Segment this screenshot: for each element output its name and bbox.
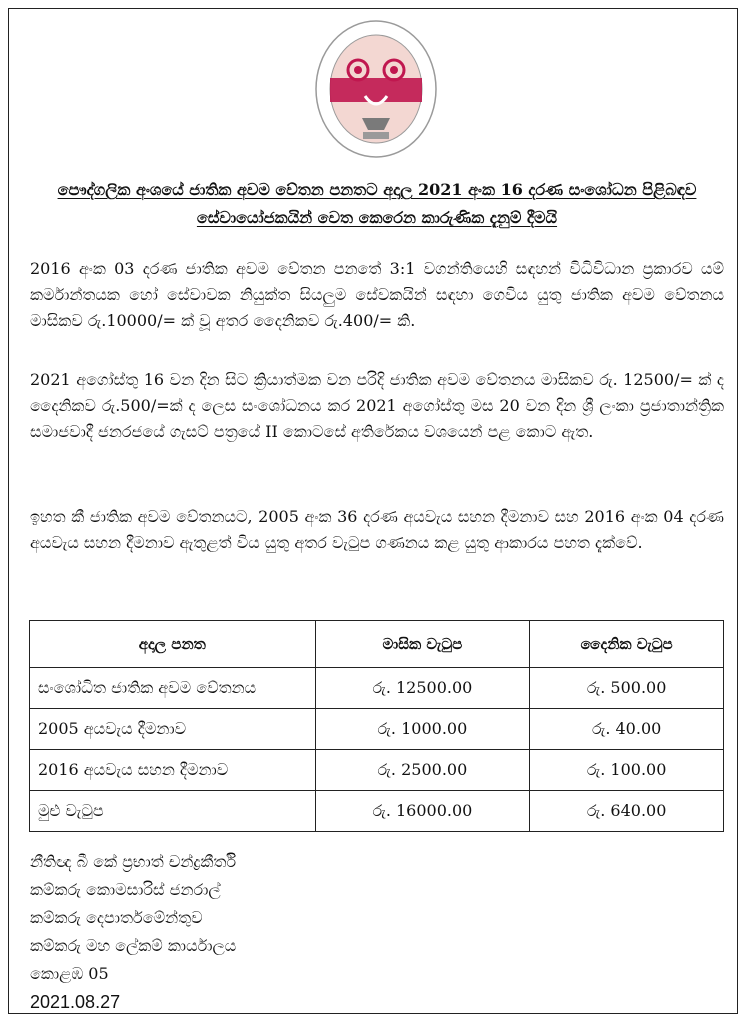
wage-table	[29, 620, 724, 832]
daily-value: රු. 100.00	[530, 750, 724, 791]
row-label: 2005 අයවැය දීමනාව	[30, 709, 316, 750]
header-daily-wage: දෛනික වැටුප	[530, 621, 724, 668]
row-label: මුළු වැටුප	[30, 791, 316, 832]
signatory-name: නීතිඥ බී කේ ප්‍රභාත් චන්ද්‍රකීර්ති	[30, 852, 237, 871]
row-label: සංශෝධිත ජාතික අවම වේතනය	[30, 668, 316, 709]
table-row	[30, 791, 724, 832]
table-row	[30, 750, 724, 791]
signatory-title: කම්කරු කොමසාරිස් ජනරාල්	[30, 880, 221, 899]
header-relevant-act: අදාල පනත	[30, 621, 316, 668]
header-monthly-wage: මාසික වැටුප	[315, 621, 530, 668]
department-of-labour-emblem	[313, 18, 439, 160]
office-name: කම්කරු මහ ලේකම් කාර්යාලය	[30, 936, 237, 955]
table-header-row	[30, 621, 724, 668]
monthly-value: රු. 12500.00	[315, 668, 530, 709]
signature-block	[30, 848, 236, 1016]
table-row	[30, 709, 724, 750]
row-label: 2016 අයවැය සහන දීමනාව	[30, 750, 316, 791]
daily-value: රු. 40.00	[530, 709, 724, 750]
monthly-value: රු. 1000.00	[315, 709, 530, 750]
notice-date: 2021.08.27	[30, 992, 121, 1012]
daily-value: රු. 500.00	[530, 668, 724, 709]
paragraph-revised-wage: 2021 අගෝස්තු 16 වන දින සිට ක්‍රියාත්මක වන පරිදි ජාතික අවම වේතනය මාසිකව රු. 12500/= ක් ද දෛනිකව රු.500/=ක් ද ලෙස සංශෝධනය කර 2021 අගෝස්තු මස 20 වන දින ශ්‍රී ලංකා ප්‍රජාතාන්ත්‍රික සමාජවාදී ජනරජයේ ගැසට් පත්‍රයේ II කොටසේ අතිරේකය වශයෙන් පළ කොට ඇත.	[30, 370, 724, 441]
department-of-labour-logo	[313, 18, 439, 160]
table-row	[30, 668, 724, 709]
department-name: කම්කරු දෙපාර්තමේන්තුව	[30, 908, 203, 927]
paragraph-previous-wage: 2016 අංක 03 දරණ ජාතික අවම වේතන පනතේ 3:1 වගන්තියෙහි සඳහන් විධිවිධාන ප්‍රකාරව යම් කර්මාන්තයක හෝ සේවාවක නියුක්ත සියලුම සේවකයින් සඳහා ගෙවිය යුතු ජාතික අවම වේතනය මාසිකව රු.10000/= ක් වූ අතර දෛනිකව රු.400/= කි.	[30, 259, 724, 330]
monthly-value: රු. 2500.00	[315, 750, 530, 791]
daily-value: රු. 640.00	[530, 791, 724, 832]
office-city: කොළඹ 05	[30, 964, 109, 983]
paragraph-calculation-note: ඉහත කී ජාතික අවම වේතනයට, 2005 අංක 36 දරණ අයවැය සහන දීමනාව සහ 2016 අංක 04 දරණ අයවැය සහන දීමනාව ඇතුළත් විය යුතු අතර වැටුප ගණනය කළ යුතු ආකාරය පහත දැක්වේ.	[30, 507, 724, 552]
notice-title: පෞද්ගලික අංශයේ ජාතික අවම වේතන පනතට අදාල 2021 අංක 16 දරණ සංශෝධන පිළිබඳව සේවායෝජකයින් වෙත කෙරෙන කාරුණික දැනුම් දීමයි	[57, 180, 697, 227]
monthly-value: රු. 16000.00	[315, 791, 530, 832]
